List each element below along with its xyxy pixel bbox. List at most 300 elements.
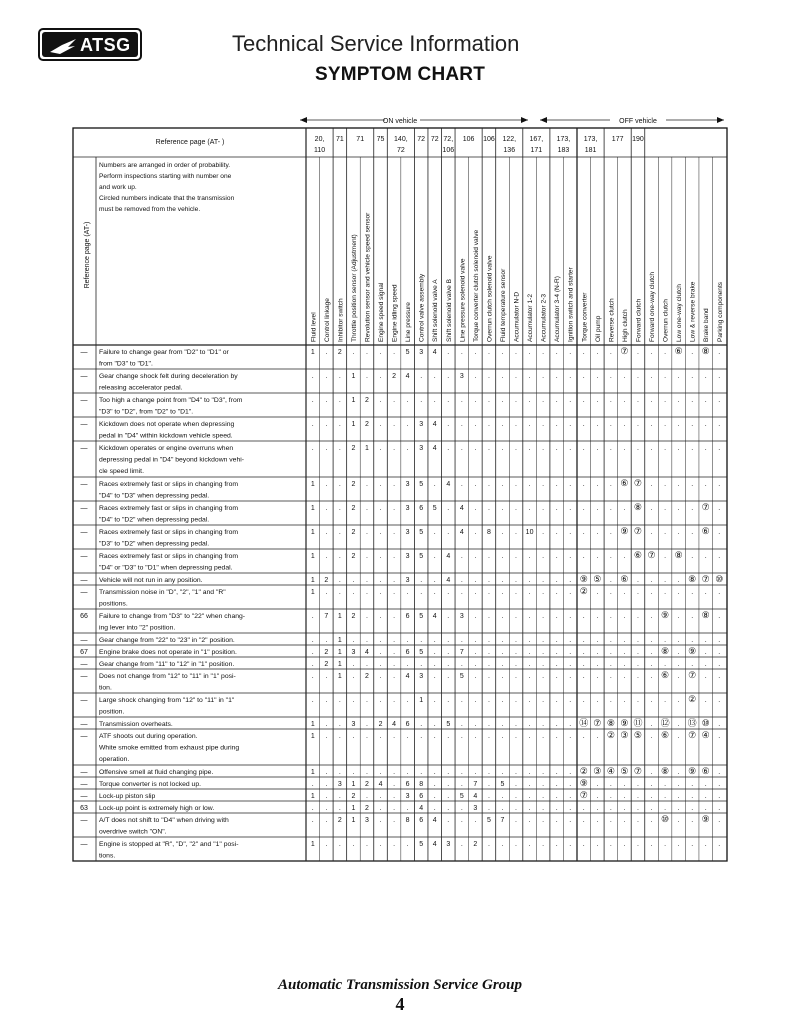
cell-value: .: [555, 721, 558, 728]
cell-value: 5: [419, 553, 424, 560]
cell-value: .: [501, 481, 504, 488]
cell-value: 4: [392, 721, 397, 728]
symptom-text: tion.: [99, 684, 112, 692]
cell-value: .: [691, 661, 694, 668]
symptom-text: Races extremely fast or slips in changing from: [99, 481, 239, 488]
cell-value: .: [474, 673, 477, 680]
cell-value: 5: [419, 649, 424, 656]
cell-value: .: [420, 397, 423, 404]
symptom-text: operation.: [99, 756, 130, 763]
cell-value: .: [474, 817, 477, 824]
cell-value: 2: [351, 445, 356, 452]
cell-value: .: [650, 673, 653, 680]
cell-value: .: [704, 793, 707, 800]
cell-value: ⑥: [701, 766, 710, 776]
cell-value: ⑦: [647, 550, 656, 560]
row-reference: —: [80, 589, 88, 596]
cell-value: 3: [405, 577, 410, 584]
cell-value: .: [718, 697, 721, 704]
instruction-text: must be removed from the vehicle.: [99, 206, 201, 213]
symptom-text: Races extremely fast or slips in changing from: [99, 529, 239, 536]
cell-value: .: [379, 577, 382, 584]
cell-value: .: [433, 577, 436, 584]
cell-value: .: [474, 613, 477, 620]
cell-value: .: [596, 793, 599, 800]
cell-value: .: [569, 805, 572, 812]
cell-value: 2: [337, 817, 342, 824]
cell-value: ⑥: [674, 346, 683, 356]
cell-value: .: [569, 529, 572, 536]
cell-value: ⑦: [701, 574, 710, 584]
cell-value: .: [487, 661, 490, 668]
cell-value: 1: [351, 397, 356, 404]
cell-value: .: [623, 661, 626, 668]
row-reference: —: [80, 505, 88, 512]
cell-value: .: [515, 373, 518, 380]
row-reference: —: [80, 841, 88, 848]
cell-value: .: [433, 793, 436, 800]
symptom-text: "D4" or "D3" to "D1" when depressing pedal.: [99, 564, 233, 572]
cell-value: .: [636, 661, 639, 668]
cell-value: .: [691, 637, 694, 644]
cell-value: .: [487, 481, 490, 488]
cell-value: .: [420, 661, 423, 668]
cell-value: .: [501, 805, 504, 812]
cell-value: .: [393, 793, 396, 800]
cell-value: .: [650, 445, 653, 452]
cell-value: 5: [419, 613, 424, 620]
cell-value: .: [569, 421, 572, 428]
cell-value: .: [718, 781, 721, 788]
cell-value: .: [379, 445, 382, 452]
cell-value: .: [542, 769, 545, 776]
cell-value: .: [704, 649, 707, 656]
cell-value: .: [664, 529, 667, 536]
column-name-5: Revolution sensor and vehicle speed sensor: [364, 212, 372, 342]
cell-value: 3: [405, 793, 410, 800]
cell-value: 4: [432, 817, 437, 824]
cell-value: .: [623, 697, 626, 704]
cell-value: .: [487, 637, 490, 644]
cell-value: 7: [459, 649, 464, 656]
cell-value: .: [596, 817, 599, 824]
cell-value: .: [596, 421, 599, 428]
cell-value: .: [609, 661, 612, 668]
cell-value: 4: [446, 481, 451, 488]
row-reference: —: [80, 445, 88, 452]
cell-value: .: [420, 577, 423, 584]
cell-value: .: [460, 661, 463, 668]
cell-value: .: [379, 481, 382, 488]
cell-value: ⑧: [701, 610, 710, 620]
row-reference: —: [80, 721, 88, 728]
cell-value: .: [664, 697, 667, 704]
cell-value: .: [704, 421, 707, 428]
column-name-11: Shift solenoid valve B: [445, 278, 453, 342]
row-reference: —: [80, 637, 88, 644]
cell-value: ②: [579, 586, 588, 596]
cell-value: .: [664, 397, 667, 404]
cell-value: .: [555, 673, 558, 680]
column-name-22: Oil pump: [594, 315, 602, 342]
cell-value: .: [718, 733, 721, 740]
cell-value: 6: [419, 793, 424, 800]
cell-value: .: [636, 805, 639, 812]
cell-value: .: [718, 673, 721, 680]
cell-value: .: [623, 373, 626, 380]
cell-value: 1: [337, 649, 342, 656]
cell-value: .: [352, 841, 355, 848]
column-name-7: Engine idling speed: [391, 284, 399, 342]
cell-value: .: [596, 589, 599, 596]
cell-value: .: [704, 805, 707, 812]
cell-value: .: [582, 613, 585, 620]
column-name-29: Low & reverse brake: [689, 281, 697, 342]
cell-value: .: [542, 397, 545, 404]
row-reference: —: [80, 529, 88, 536]
cell-value: .: [609, 481, 612, 488]
cell-value: .: [650, 697, 653, 704]
cell-value: .: [474, 349, 477, 356]
cell-value: .: [474, 553, 477, 560]
cell-value: ⑨: [579, 574, 588, 584]
cell-value: .: [311, 397, 314, 404]
cell-value: 1: [310, 553, 315, 560]
cell-value: ⑦: [593, 718, 602, 728]
cell-value: 3: [473, 805, 478, 812]
cell-value: ⑤: [593, 574, 602, 584]
cell-value: 2: [351, 793, 356, 800]
cell-value: .: [704, 673, 707, 680]
cell-value: .: [515, 817, 518, 824]
cell-value: .: [596, 445, 599, 452]
cell-value: ⑤: [620, 766, 629, 776]
cell-value: .: [515, 481, 518, 488]
cell-value: .: [501, 445, 504, 452]
cell-value: .: [393, 841, 396, 848]
cell-value: .: [515, 793, 518, 800]
cell-value: .: [433, 553, 436, 560]
cell-value: .: [623, 397, 626, 404]
cell-value: 3: [405, 481, 410, 488]
cell-value: .: [338, 421, 341, 428]
cell-value: .: [325, 349, 328, 356]
cell-value: .: [718, 661, 721, 668]
cell-value: 1: [365, 445, 369, 452]
cell-value: .: [609, 841, 612, 848]
cell-value: 2: [351, 481, 356, 488]
cell-value: 10: [525, 529, 534, 536]
cell-value: 3: [351, 649, 356, 656]
logo-text: ATSG: [80, 35, 131, 55]
cell-value: .: [582, 349, 585, 356]
cell-value: .: [393, 661, 396, 668]
cell-value: .: [542, 817, 545, 824]
row-reference: —: [80, 697, 88, 704]
cell-value: .: [325, 817, 328, 824]
cell-value: .: [691, 793, 694, 800]
cell-value: 6: [405, 649, 410, 656]
cell-value: .: [420, 733, 423, 740]
page-group-label: 136: [503, 147, 516, 154]
cell-value: .: [352, 661, 355, 668]
cell-value: .: [487, 577, 490, 584]
cell-value: 1: [310, 577, 315, 584]
footer-organization: Automatic Transmission Service Group: [277, 977, 523, 993]
cell-value: .: [393, 349, 396, 356]
cell-value: 6: [419, 817, 424, 824]
cell-value: .: [528, 841, 531, 848]
cell-value: .: [582, 733, 585, 740]
cell-value: .: [501, 697, 504, 704]
cell-value: .: [447, 505, 450, 512]
cell-value: .: [447, 805, 450, 812]
cell-value: .: [352, 697, 355, 704]
cell-value: .: [379, 649, 382, 656]
page-group-label: 72,: [443, 136, 454, 143]
row-reference: —: [80, 553, 88, 560]
symptom-text: "D4" to "D3" when depressing pedal.: [99, 492, 210, 500]
cell-value: .: [311, 421, 314, 428]
cell-value: .: [569, 481, 572, 488]
cell-value: 5: [459, 793, 464, 800]
cell-value: .: [555, 817, 558, 824]
cell-value: .: [487, 649, 490, 656]
cell-value: ⑨: [688, 646, 697, 656]
cell-value: .: [582, 505, 585, 512]
cell-value: 1: [310, 733, 315, 740]
cell-value: .: [664, 445, 667, 452]
cell-value: .: [433, 373, 436, 380]
page-group-label: 106: [483, 136, 495, 143]
cell-value: 3: [405, 529, 410, 536]
cell-value: .: [623, 817, 626, 824]
cell-value: .: [379, 793, 382, 800]
column-name-24: High clutch: [621, 309, 629, 342]
cell-value: .: [664, 589, 667, 596]
row-reference: —: [80, 817, 88, 824]
symptom-text: Transmission overheats.: [99, 721, 173, 728]
cell-value: .: [582, 817, 585, 824]
cell-value: .: [393, 421, 396, 428]
cell-value: 1: [310, 505, 315, 512]
cell-value: .: [393, 673, 396, 680]
cell-value: .: [406, 589, 409, 596]
cell-value: .: [447, 673, 450, 680]
cell-value: ⑦: [688, 670, 697, 680]
arrow-head: [540, 117, 547, 123]
cell-value: .: [582, 481, 585, 488]
cell-value: .: [650, 661, 653, 668]
cell-value: .: [623, 445, 626, 452]
cell-value: ⑥: [620, 478, 629, 488]
cell-value: .: [542, 781, 545, 788]
cell-value: .: [325, 637, 328, 644]
cell-value: .: [691, 781, 694, 788]
cell-value: 1: [310, 841, 315, 848]
cell-value: .: [379, 733, 382, 740]
cell-value: .: [447, 637, 450, 644]
cell-value: 1: [310, 529, 315, 536]
cell-value: .: [555, 577, 558, 584]
cell-value: .: [433, 397, 436, 404]
cell-value: .: [555, 649, 558, 656]
cell-value: .: [515, 805, 518, 812]
cell-value: .: [487, 697, 490, 704]
cell-value: .: [596, 373, 599, 380]
cell-value: ⑥: [661, 730, 670, 740]
instruction-text: Numbers are arranged in order of probability.: [99, 162, 231, 169]
cell-value: .: [474, 733, 477, 740]
cell-value: .: [311, 637, 314, 644]
cell-value: .: [623, 637, 626, 644]
cell-value: .: [677, 733, 680, 740]
cell-value: .: [379, 589, 382, 596]
cell-value: .: [338, 589, 341, 596]
cell-value: .: [501, 841, 504, 848]
cell-value: 5: [432, 505, 437, 512]
cell-value: .: [677, 529, 680, 536]
cell-value: .: [406, 697, 409, 704]
cell-value: .: [528, 721, 531, 728]
cell-value: .: [691, 445, 694, 452]
column-name-9: Control valve assembly: [418, 273, 426, 342]
cell-value: .: [569, 817, 572, 824]
row-reference: —: [80, 733, 88, 740]
cell-value: .: [447, 445, 450, 452]
symptom-text: White smoke emitted from exhaust pipe during: [99, 744, 240, 752]
cell-value: 2: [324, 661, 329, 668]
cell-value: .: [487, 805, 490, 812]
cell-value: .: [623, 553, 626, 560]
cell-value: 8: [486, 529, 491, 536]
cell-value: .: [379, 841, 382, 848]
cell-value: 3: [419, 445, 424, 452]
cell-value: ④: [606, 766, 615, 776]
cell-value: .: [623, 589, 626, 596]
column-name-19: Accumulator 3-4 (N-R): [554, 276, 562, 342]
cell-value: .: [393, 589, 396, 596]
cell-value: .: [582, 637, 585, 644]
cell-value: .: [352, 589, 355, 596]
cell-value: .: [596, 505, 599, 512]
cell-value: 3: [365, 817, 369, 824]
cell-value: .: [474, 421, 477, 428]
cell-value: .: [596, 637, 599, 644]
cell-value: .: [691, 841, 694, 848]
cell-value: 4: [365, 649, 369, 656]
column-name-8: Line pressure: [405, 302, 413, 342]
cell-value: .: [623, 781, 626, 788]
instruction-text: and work up.: [99, 184, 137, 191]
cell-value: .: [677, 637, 680, 644]
cell-value: .: [393, 733, 396, 740]
column-name-17: Accumulator 1-2: [527, 293, 535, 342]
cell-value: .: [515, 841, 518, 848]
row-reference: —: [80, 793, 88, 800]
cell-value: ⑦: [620, 346, 629, 356]
cell-value: 3: [459, 373, 464, 380]
cell-value: 1: [337, 637, 342, 644]
cell-value: .: [704, 445, 707, 452]
page-group-label: 177: [611, 136, 624, 143]
cell-value: ⑧: [688, 574, 697, 584]
cell-value: .: [406, 397, 409, 404]
cell-value: .: [393, 397, 396, 404]
cell-value: 2: [351, 613, 356, 620]
cell-value: .: [393, 769, 396, 776]
cell-value: 2: [378, 721, 383, 728]
cell-value: .: [365, 613, 368, 620]
cell-value: .: [718, 613, 721, 620]
cell-value: .: [393, 781, 396, 788]
cell-value: .: [650, 841, 653, 848]
cell-value: ⑩: [701, 718, 710, 728]
cell-value: .: [569, 637, 572, 644]
cell-value: .: [582, 373, 585, 380]
cell-value: .: [447, 733, 450, 740]
cell-value: .: [650, 529, 653, 536]
page-group-label: 72: [396, 147, 405, 154]
cell-value: .: [338, 505, 341, 512]
cell-value: .: [555, 553, 558, 560]
cell-value: .: [325, 505, 328, 512]
cell-value: .: [528, 397, 531, 404]
cell-value: .: [664, 577, 667, 584]
reference-page-label: Reference page (AT- ): [155, 139, 225, 146]
cell-value: .: [542, 445, 545, 452]
cell-value: .: [460, 841, 463, 848]
row-reference: —: [80, 661, 88, 668]
cell-value: 8: [419, 781, 424, 788]
cell-value: ⑦: [633, 478, 643, 488]
cell-value: .: [718, 589, 721, 596]
page-subtitle: SYMPTOM CHART: [314, 64, 486, 85]
cell-value: .: [487, 349, 490, 356]
cell-value: 8: [405, 817, 410, 824]
cell-value: .: [352, 769, 355, 776]
cell-value: .: [474, 637, 477, 644]
cell-value: 2: [392, 373, 397, 380]
cell-value: .: [501, 649, 504, 656]
cell-value: .: [352, 349, 355, 356]
cell-value: .: [393, 553, 396, 560]
cell-value: ⑧: [661, 646, 670, 656]
cell-value: .: [487, 445, 490, 452]
cell-value: .: [365, 637, 368, 644]
cell-value: .: [542, 805, 545, 812]
cell-value: .: [623, 505, 626, 512]
cell-value: .: [311, 805, 314, 812]
cell-value: .: [555, 697, 558, 704]
cell-value: .: [338, 397, 341, 404]
cell-value: .: [501, 553, 504, 560]
cell-value: .: [691, 421, 694, 428]
cell-value: .: [487, 589, 490, 596]
cell-value: .: [420, 373, 423, 380]
cell-value: .: [379, 697, 382, 704]
instruction-text: Circled numbers indicate that the transmission: [99, 195, 235, 202]
cell-value: 4: [405, 673, 410, 680]
cell-value: .: [447, 769, 450, 776]
cell-value: .: [406, 841, 409, 848]
cell-value: ⑨: [620, 718, 629, 728]
cell-value: .: [325, 769, 328, 776]
cell-value: .: [460, 817, 463, 824]
cell-value: .: [365, 553, 368, 560]
cell-value: .: [325, 781, 328, 788]
cell-value: .: [623, 649, 626, 656]
